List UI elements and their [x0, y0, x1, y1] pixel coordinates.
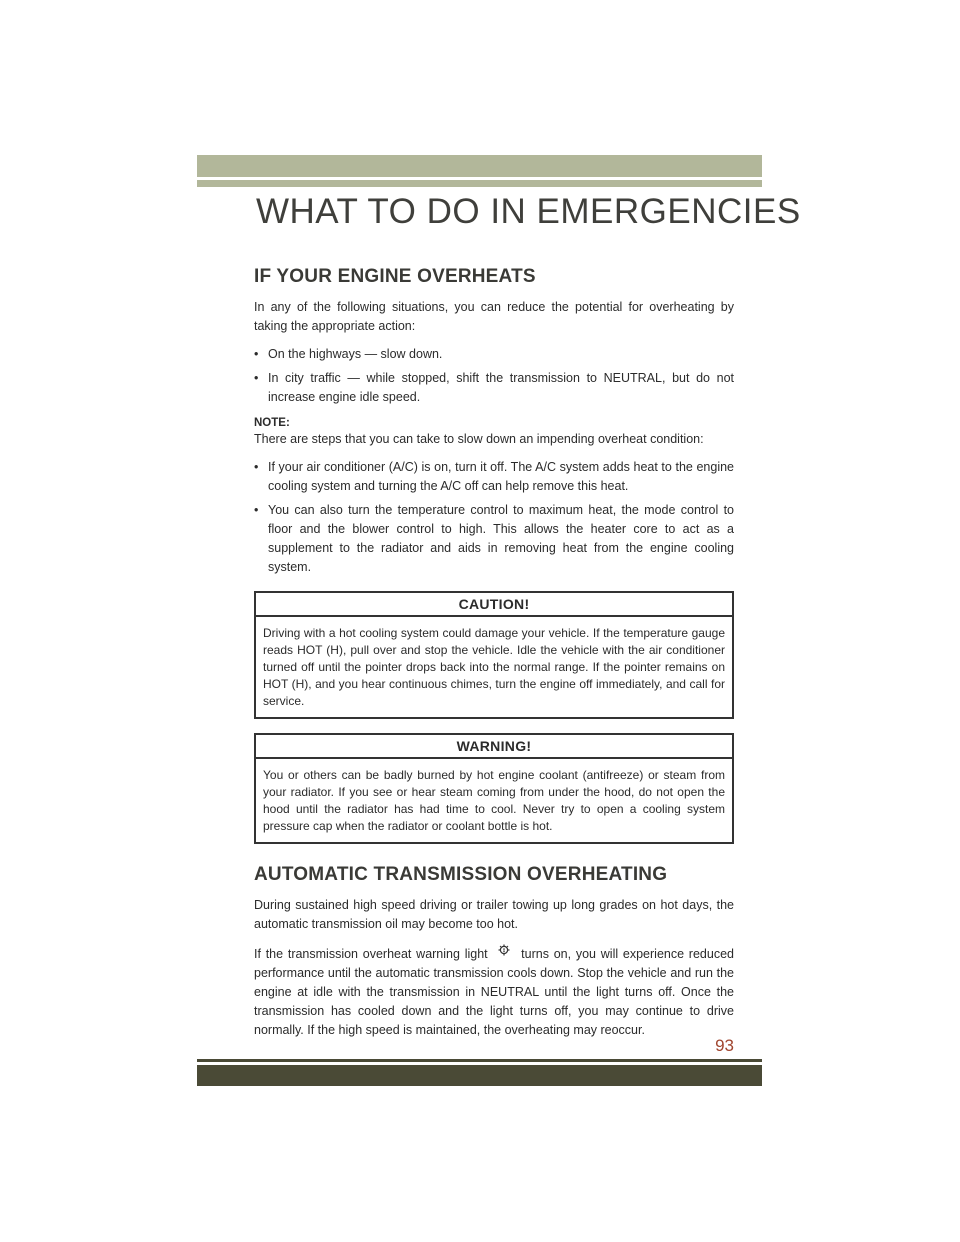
warning-box: [254, 733, 734, 844]
list-item: [254, 501, 734, 577]
list-item-text: In city traffic — while stopped, shift the transmission to NEUTRAL, but do not increase engine idle speed.: [268, 371, 734, 404]
footer-band: [197, 1065, 762, 1086]
paragraph-text-before-icon: If the transmission overheat warning light: [254, 947, 488, 961]
footer-rule: [197, 1059, 762, 1062]
list-item-text: You can also turn the temperature control to maximum heat, the mode control to floor and the blower control to high. This allows the heater core to act as a supplement to the radiator and aids in removing heat from the engine cooling system.: [268, 503, 734, 574]
section-title: WHAT TO DO IN EMERGENCIES: [256, 192, 801, 231]
transmission-paragraph-1: During sustained high speed driving or trailer towing up long grades on hot days, the automatic transmission oil may become too hot.: [254, 898, 734, 931]
list-item-text: If your air conditioner (A/C) is on, turn it off. The A/C system adds heat to the engine cooling system and turning the A/C off can help remove this heat.: [268, 460, 734, 493]
note-text: There are steps that you can take to slow down an impending overheat condition:: [254, 432, 704, 446]
note-list: [254, 458, 734, 577]
warning-text: You or others can be badly burned by hot engine coolant (antifreeze) or steam from your radiator. If you see or hear steam coming from under the hood, do not open the hood until the radiator has had time to cool. Never try to open a cooling system pressure cap when the radiator or coolant bottle is hot.: [263, 768, 725, 833]
heading-engine-overheats: IF YOUR ENGINE OVERHEATS: [254, 266, 536, 287]
intro-paragraph: In any of the following situations, you can reduce the potential for overheating by taking the appropriate action:: [254, 300, 734, 333]
list-item-text: On the highways — slow down.: [268, 347, 443, 361]
note-label: NOTE:: [254, 417, 290, 429]
bullet-icon: •: [254, 503, 259, 517]
transmission-paragraph-2: [254, 943, 734, 1040]
header-rule: [197, 180, 762, 187]
bullet-icon: •: [254, 371, 259, 385]
list-item: [254, 369, 734, 407]
heading-transmission-overheating: AUTOMATIC TRANSMISSION OVERHEATING: [254, 864, 668, 885]
list-item: [254, 458, 734, 496]
header-band: [197, 155, 762, 177]
page-number: 93: [715, 1036, 734, 1055]
warning-title: WARNING!: [256, 735, 732, 759]
action-list: [254, 345, 734, 407]
caution-title: CAUTION!: [256, 593, 732, 617]
paragraph-text-after-icon: turns on, you will experience reduced performance until the automatic transmission cools down. Stop the vehicle and run the engine at idle with the transmission in NEUTRAL until the light turns off. Once the transmission has cooled down and the light turns off, you may continue to drive normally. If the high speed is maintained, the overheating may reoccur.: [254, 947, 734, 1037]
bullet-icon: •: [254, 347, 259, 361]
list-item: [254, 345, 734, 364]
transmission-temperature-warning-icon: [496, 943, 512, 955]
bullet-icon: •: [254, 460, 259, 474]
caution-text: Driving with a hot cooling system could damage your vehicle. If the temperature gauge reads HOT (H), pull over and stop the vehicle. Idle the vehicle with the air conditioner turned off until the pointer drops back into the normal range. If the pointer remains on HOT (H), and you hear continuous chimes, turn the engine off immediately, and call for service.: [263, 626, 725, 708]
page-content: [254, 266, 734, 1049]
caution-box: [254, 591, 734, 719]
